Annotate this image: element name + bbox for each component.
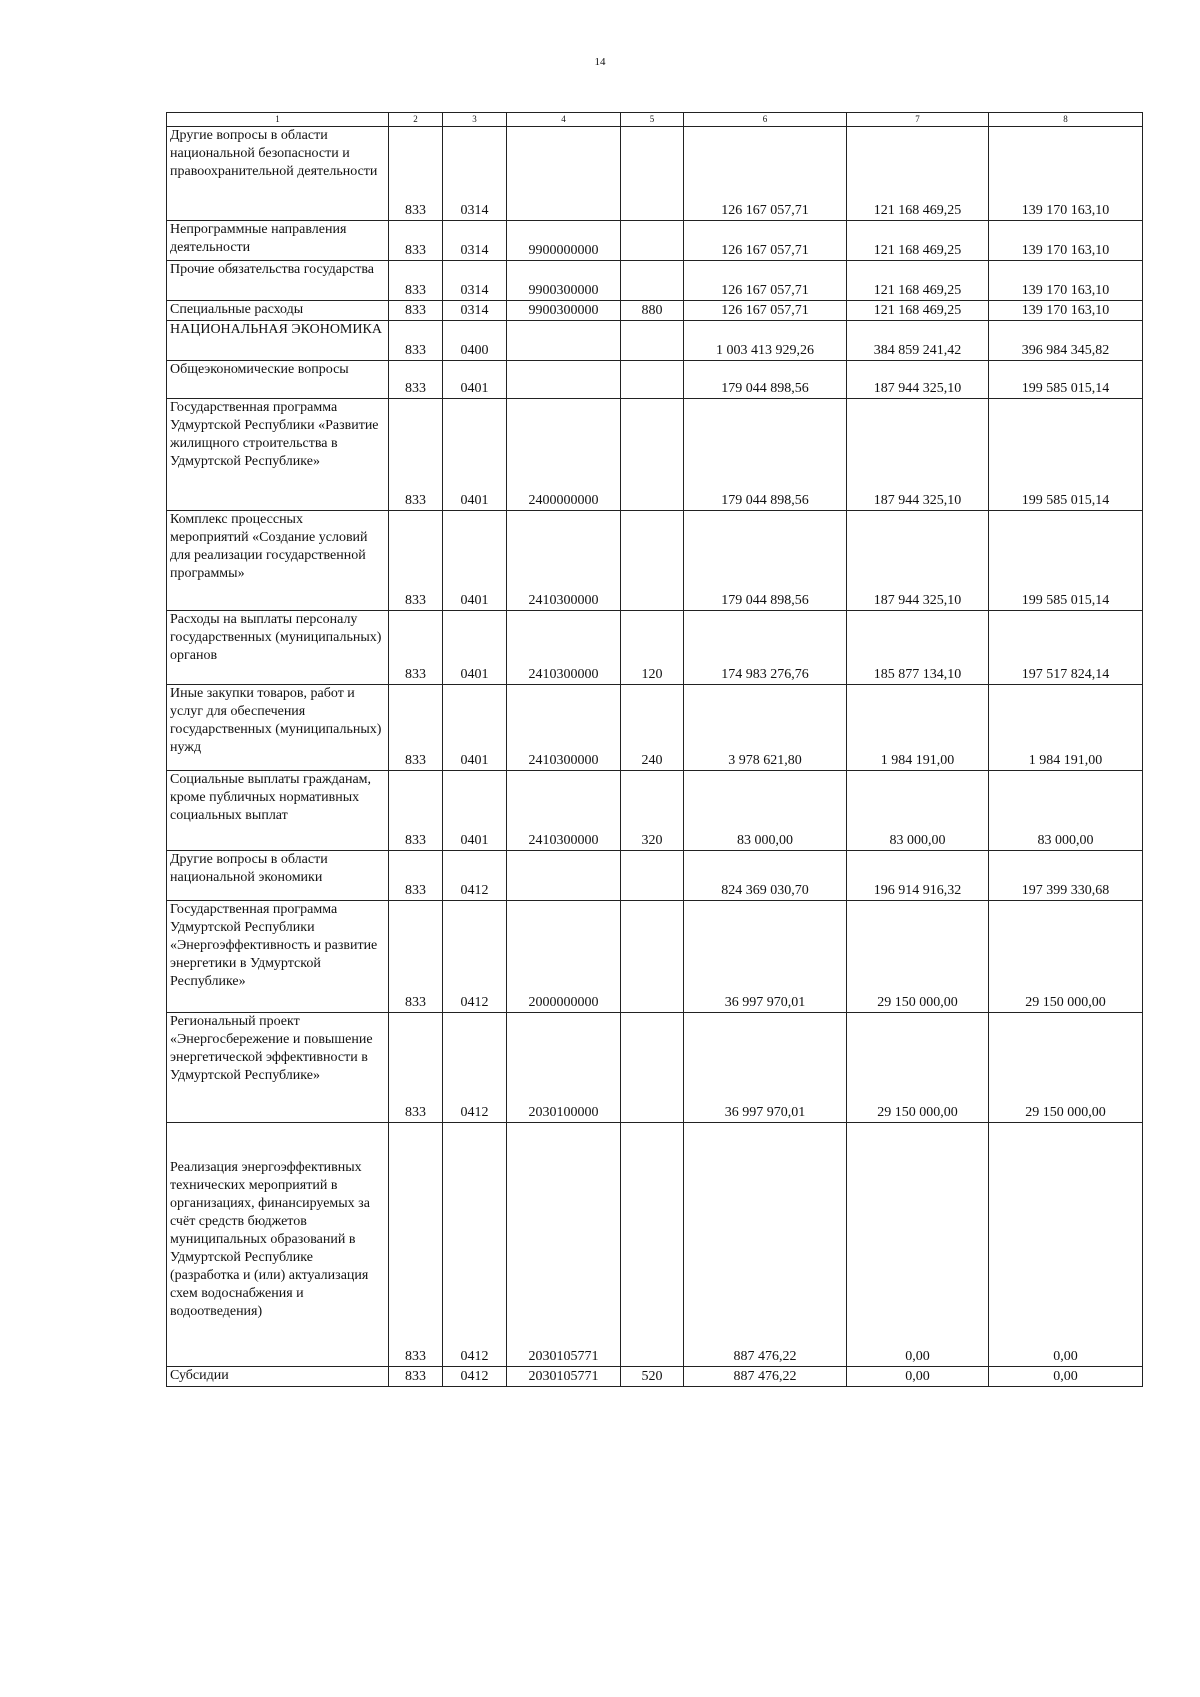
row-name: Социальные выплаты гражданам, кроме публичных нормативных социальных выплат <box>167 771 389 851</box>
row-c5 <box>621 127 684 221</box>
row-c6: 179 044 898,56 <box>684 361 847 399</box>
row-c7: 121 168 469,25 <box>847 261 989 301</box>
row-name: Государственная программа Удмуртской Республики «Развитие жилищного строительства в Удмуртской Республике» <box>167 399 389 511</box>
row-c8: 199 585 015,14 <box>989 361 1143 399</box>
row-c8: 396 984 345,82 <box>989 321 1143 361</box>
table-row <box>167 261 1143 301</box>
row-c7: 187 944 325,10 <box>847 399 989 511</box>
row-c3: 0314 <box>443 127 507 221</box>
row-c5 <box>621 321 684 361</box>
row-c2: 833 <box>389 1367 443 1387</box>
row-c5 <box>621 261 684 301</box>
column-number-row <box>167 113 1143 127</box>
row-name: Прочие обязательства государства <box>167 261 389 301</box>
row-name: Реализация энергоэффективных технических мероприятий в организациях, финансируемых за счёт средств бюджетов муниципальных образований в Удмуртской Республике (разработка и (или) актуализация схем водоснабжения и водоотведения) <box>167 1123 389 1367</box>
row-c3: 0314 <box>443 261 507 301</box>
column-header: 1 <box>167 113 389 127</box>
row-name: Государственная программа Удмуртской Республики «Энергоэффективность и развитие энергетики в Удмуртской Республике» <box>167 901 389 1013</box>
row-c8: 83 000,00 <box>989 771 1143 851</box>
row-c7: 1 984 191,00 <box>847 685 989 771</box>
row-c4: 9900000000 <box>507 221 621 261</box>
row-c4 <box>507 851 621 901</box>
row-c6: 824 369 030,70 <box>684 851 847 901</box>
row-c3: 0412 <box>443 901 507 1013</box>
row-c2: 833 <box>389 261 443 301</box>
row-name: Общеэкономические вопросы <box>167 361 389 399</box>
row-c3: 0401 <box>443 611 507 685</box>
table-row <box>167 771 1143 851</box>
row-c3: 0401 <box>443 361 507 399</box>
table-row <box>167 1013 1143 1123</box>
row-c2: 833 <box>389 1013 443 1123</box>
column-header: 2 <box>389 113 443 127</box>
row-c3: 0412 <box>443 1013 507 1123</box>
table-row <box>167 221 1143 261</box>
row-c3: 0412 <box>443 1367 507 1387</box>
row-c8: 139 170 163,10 <box>989 221 1143 261</box>
table-row <box>167 901 1143 1013</box>
row-c8: 139 170 163,10 <box>989 127 1143 221</box>
row-name: Комплекс процессных мероприятий «Создание условий для реализации государственной программы» <box>167 511 389 611</box>
row-c7: 187 944 325,10 <box>847 361 989 399</box>
row-c2: 833 <box>389 127 443 221</box>
row-c3: 0401 <box>443 771 507 851</box>
row-c5: 520 <box>621 1367 684 1387</box>
table-row <box>167 685 1143 771</box>
row-c5: 320 <box>621 771 684 851</box>
row-c2: 833 <box>389 851 443 901</box>
table-row <box>167 1123 1143 1367</box>
table-row <box>167 851 1143 901</box>
row-c4: 2030105771 <box>507 1367 621 1387</box>
row-c4 <box>507 321 621 361</box>
row-c7: 0,00 <box>847 1123 989 1367</box>
row-c5: 240 <box>621 685 684 771</box>
row-name: Непрограммные направления деятельности <box>167 221 389 261</box>
row-c7: 187 944 325,10 <box>847 511 989 611</box>
table-row <box>167 321 1143 361</box>
row-c2: 833 <box>389 771 443 851</box>
row-c4: 2410300000 <box>507 611 621 685</box>
row-c7: 185 877 134,10 <box>847 611 989 685</box>
row-c4 <box>507 127 621 221</box>
row-c2: 833 <box>389 611 443 685</box>
table-row <box>167 301 1143 321</box>
row-c7: 121 168 469,25 <box>847 127 989 221</box>
row-c4 <box>507 361 621 399</box>
row-name: Специальные расходы <box>167 301 389 321</box>
table-row <box>167 611 1143 685</box>
row-c4: 9900300000 <box>507 261 621 301</box>
row-c6: 887 476,22 <box>684 1123 847 1367</box>
row-c2: 833 <box>389 361 443 399</box>
row-c3: 0401 <box>443 685 507 771</box>
row-c7: 384 859 241,42 <box>847 321 989 361</box>
table-row <box>167 1367 1143 1387</box>
row-c2: 833 <box>389 221 443 261</box>
column-header: 6 <box>684 113 847 127</box>
row-c8: 139 170 163,10 <box>989 261 1143 301</box>
row-c8: 29 150 000,00 <box>989 901 1143 1013</box>
table-row <box>167 399 1143 511</box>
row-c4: 2410300000 <box>507 685 621 771</box>
row-c6: 126 167 057,71 <box>684 127 847 221</box>
row-c6: 126 167 057,71 <box>684 301 847 321</box>
row-name: Региональный проект «Энергосбережение и повышение энергетической эффективности в Удмуртской Республике» <box>167 1013 389 1123</box>
row-c6: 174 983 276,76 <box>684 611 847 685</box>
row-c4: 2410300000 <box>507 771 621 851</box>
row-c7: 0,00 <box>847 1367 989 1387</box>
row-c6: 1 003 413 929,26 <box>684 321 847 361</box>
row-c6: 179 044 898,56 <box>684 399 847 511</box>
row-c7: 29 150 000,00 <box>847 901 989 1013</box>
row-c3: 0412 <box>443 851 507 901</box>
row-c6: 126 167 057,71 <box>684 221 847 261</box>
column-header: 7 <box>847 113 989 127</box>
row-c6: 126 167 057,71 <box>684 261 847 301</box>
row-c6: 83 000,00 <box>684 771 847 851</box>
row-c5: 120 <box>621 611 684 685</box>
row-c5 <box>621 511 684 611</box>
row-c5 <box>621 361 684 399</box>
row-c6: 887 476,22 <box>684 1367 847 1387</box>
row-c3: 0401 <box>443 511 507 611</box>
row-c4: 9900300000 <box>507 301 621 321</box>
budget-table <box>166 112 1143 1387</box>
row-c6: 36 997 970,01 <box>684 1013 847 1123</box>
row-c8: 199 585 015,14 <box>989 511 1143 611</box>
row-c8: 0,00 <box>989 1367 1143 1387</box>
row-c3: 0314 <box>443 221 507 261</box>
row-name: Субсидии <box>167 1367 389 1387</box>
row-c8: 29 150 000,00 <box>989 1013 1143 1123</box>
row-c5 <box>621 1123 684 1367</box>
row-c6: 179 044 898,56 <box>684 511 847 611</box>
row-c7: 121 168 469,25 <box>847 301 989 321</box>
row-c5 <box>621 851 684 901</box>
page-number: 14 <box>594 56 606 68</box>
row-c5 <box>621 221 684 261</box>
row-c2: 833 <box>389 1123 443 1367</box>
table-row <box>167 127 1143 221</box>
row-c7: 29 150 000,00 <box>847 1013 989 1123</box>
row-c6: 3 978 621,80 <box>684 685 847 771</box>
row-c5 <box>621 1013 684 1123</box>
row-c8: 197 517 824,14 <box>989 611 1143 685</box>
row-c2: 833 <box>389 685 443 771</box>
row-c7: 196 914 916,32 <box>847 851 989 901</box>
row-c2: 833 <box>389 901 443 1013</box>
row-c5 <box>621 399 684 511</box>
row-name: Расходы на выплаты персоналу государственных (муниципальных) органов <box>167 611 389 685</box>
row-name: Иные закупки товаров, работ и услуг для обеспечения государственных (муниципальных) нужд <box>167 685 389 771</box>
row-c8: 0,00 <box>989 1123 1143 1367</box>
column-header: 5 <box>621 113 684 127</box>
row-c5 <box>621 901 684 1013</box>
row-c7: 121 168 469,25 <box>847 221 989 261</box>
table-row <box>167 511 1143 611</box>
table-row <box>167 361 1143 399</box>
row-c7: 83 000,00 <box>847 771 989 851</box>
row-c8: 199 585 015,14 <box>989 399 1143 511</box>
row-c6: 36 997 970,01 <box>684 901 847 1013</box>
column-header: 4 <box>507 113 621 127</box>
row-name: НАЦИОНАЛЬНАЯ ЭКОНОМИКА <box>167 321 389 361</box>
row-c3: 0412 <box>443 1123 507 1367</box>
row-c4: 2400000000 <box>507 399 621 511</box>
row-c3: 0401 <box>443 399 507 511</box>
row-c2: 833 <box>389 321 443 361</box>
row-c3: 0400 <box>443 321 507 361</box>
row-name: Другие вопросы в области национальной экономики <box>167 851 389 901</box>
row-c8: 197 399 330,68 <box>989 851 1143 901</box>
row-c2: 833 <box>389 399 443 511</box>
row-c2: 833 <box>389 301 443 321</box>
row-c3: 0314 <box>443 301 507 321</box>
column-header: 8 <box>989 113 1143 127</box>
row-c5: 880 <box>621 301 684 321</box>
row-c4: 2030105771 <box>507 1123 621 1367</box>
column-header: 3 <box>443 113 507 127</box>
row-c4: 2410300000 <box>507 511 621 611</box>
row-c4: 2000000000 <box>507 901 621 1013</box>
row-c8: 1 984 191,00 <box>989 685 1143 771</box>
row-c2: 833 <box>389 511 443 611</box>
row-c8: 139 170 163,10 <box>989 301 1143 321</box>
row-c4: 2030100000 <box>507 1013 621 1123</box>
row-name: Другие вопросы в области национальной безопасности и правоохранительной деятельности <box>167 127 389 221</box>
